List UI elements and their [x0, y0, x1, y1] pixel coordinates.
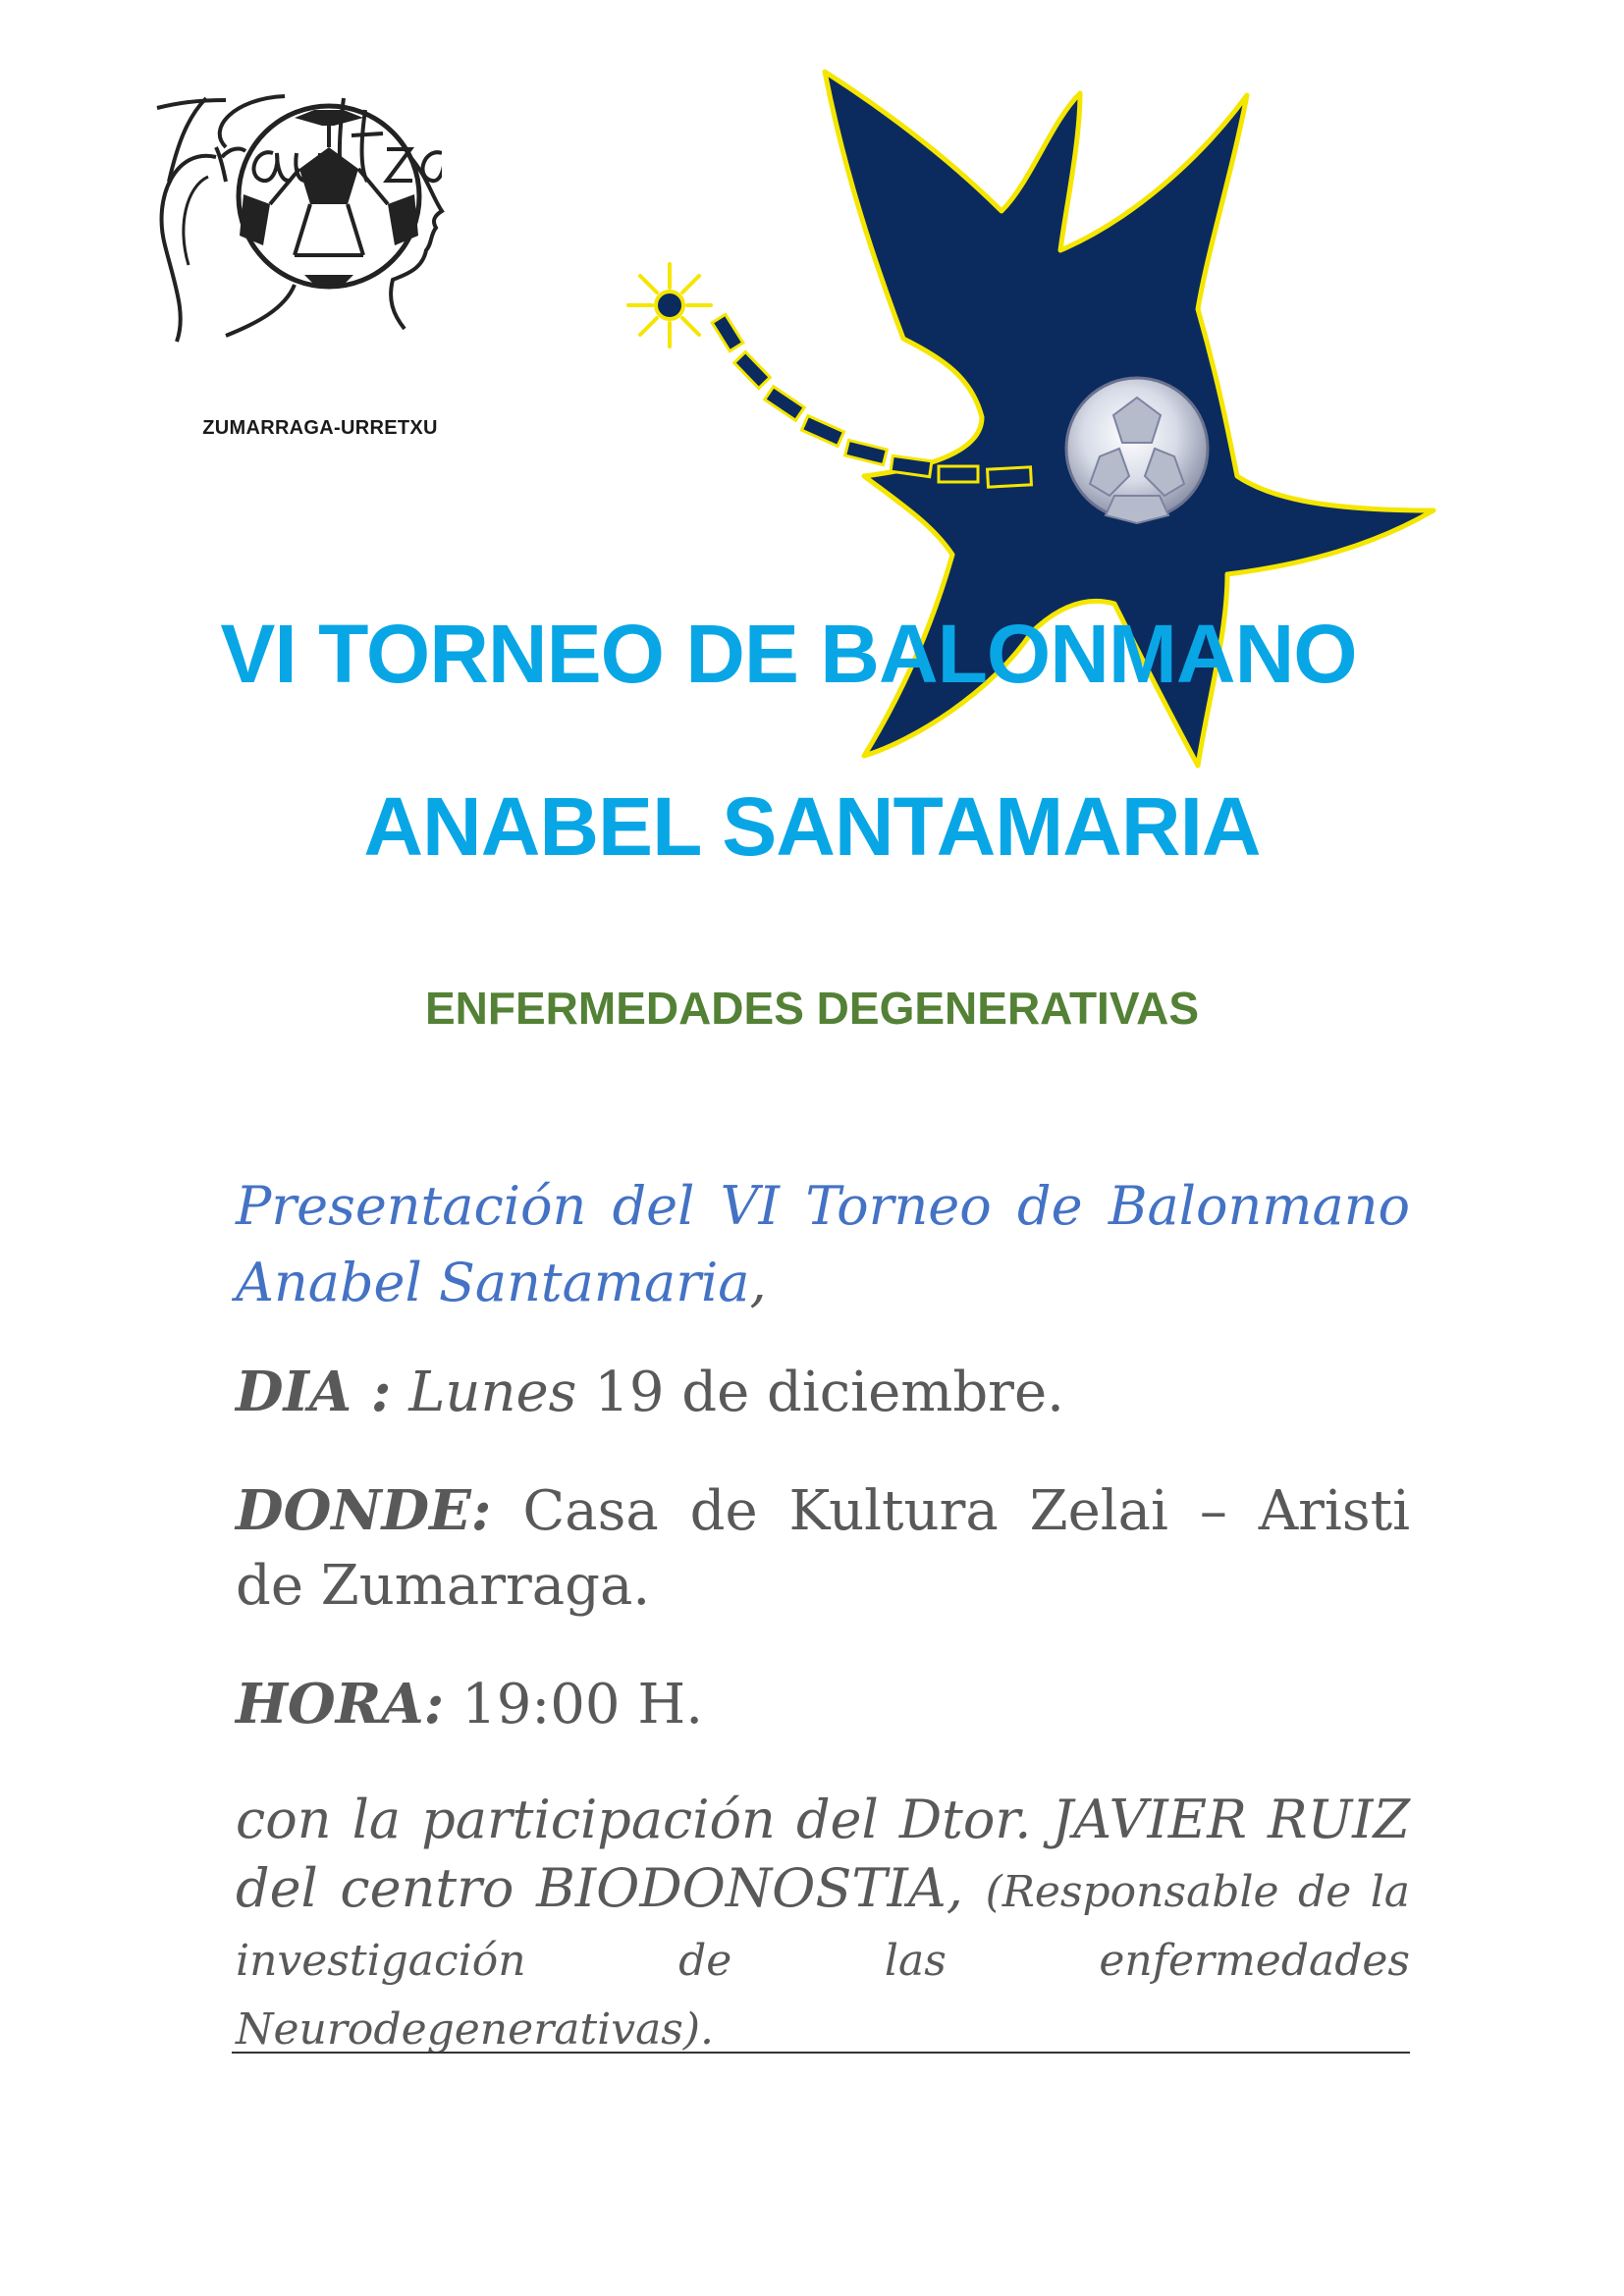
closing-paragraph [236, 1786, 1410, 2060]
dia-date: 19 de diciembre. [594, 1361, 1064, 1424]
intro-comma: , [749, 1252, 767, 1313]
intro-text: Presentación del VI Torneo de Balonmano Anabel Santamaria [236, 1175, 1410, 1313]
title-line-2: ANABEL SANTAMARIA [363, 780, 1261, 873]
hora-row [236, 1667, 1410, 1742]
donde-row [236, 1473, 1410, 1624]
logo-subtitle: ZUMARRAGA-URRETXU [202, 417, 438, 439]
closing-parenthetical: (Responsable de la investigación de las enfermedades Neurodegenerativas). [236, 1867, 1410, 2055]
dia-label: DIA : [236, 1360, 392, 1424]
iraultza-logo [147, 88, 471, 439]
hora-value: 19:00 H. [461, 1673, 703, 1736]
intro-paragraph [236, 1168, 1410, 1321]
event-details [236, 1168, 1410, 2060]
bottom-rule [232, 2052, 1410, 2054]
title-line-1: VI TORNEO DE BALONMANO [220, 608, 1357, 700]
hora-label: HORA: [236, 1672, 445, 1736]
dia-row [236, 1355, 1410, 1430]
donde-value: Casa de Kultura Zelai – Aristi de Zumarraga. [236, 1479, 1410, 1618]
iraultza-wordmark [147, 88, 442, 196]
donde-label: DONDE: [236, 1478, 492, 1543]
subtitle: ENFERMEDADES DEGENERATIVAS [424, 983, 1200, 1034]
dia-day: Lunes [408, 1361, 577, 1424]
closing-main: con la participación del Dtor. JAVIER RUIZ del centro BIODONOSTIA, [236, 1789, 1410, 1919]
